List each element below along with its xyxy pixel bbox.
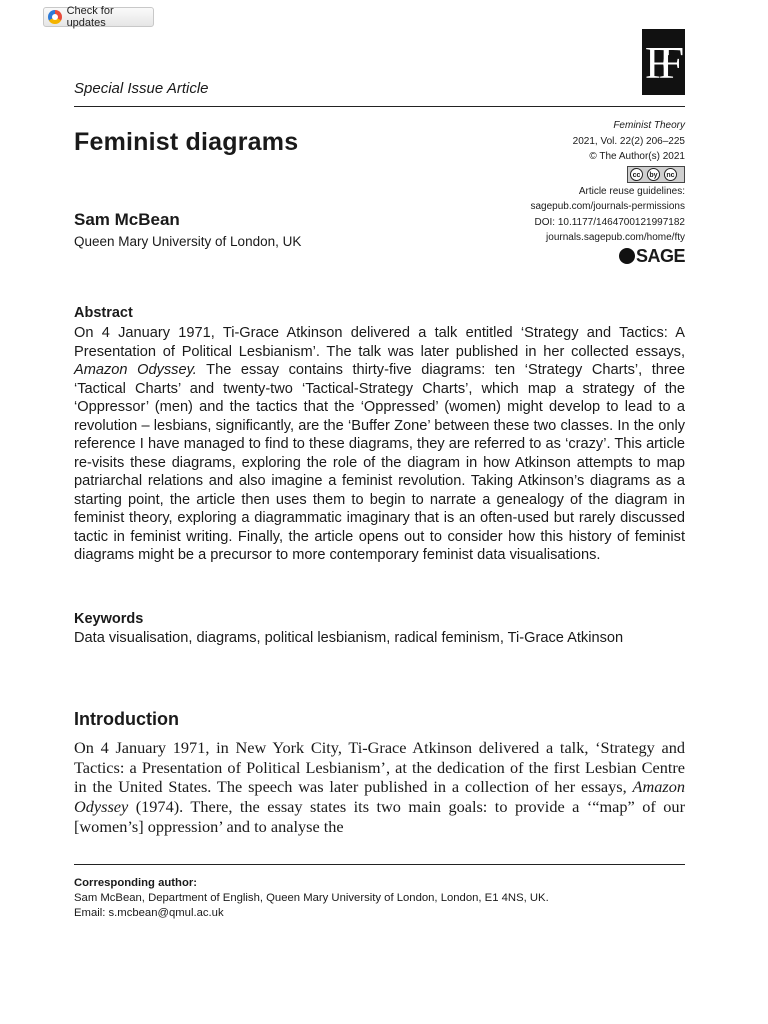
reuse-label: Article reuse guidelines: <box>578 185 685 197</box>
abstract-text: On 4 January 1971, Ti-Grace Atkinson delivered a talk entitled ‘Strategy and Tactics: A Presentation of Political Lesbianism’. The talk was later published in her collected essays, Amazon Odyssey. The essay contains thirty-five diagrams: ten ‘Strategy Charts’, three ‘Tactical Charts’ and twenty-two ‘Tactical-Strategy Charts’, which map a strategy of the ‘Oppressor’ (men) and the tactics that the ‘Oppressed’ (women) might develop to lead to a revolution – lesbians, significantly, are the ‘Buffer Zone’ between these two classes. In the only reference I have managed to find to these diagrams, they are referred to as ‘crazy’. This article re-visits these diagrams, exploring the role of the diagram in how Atkinson attempts to map patriarchal relations and also imagine a feminist revolution. Taking Atkinson’s diagrams as a starting point, the article then uses them to begin to narrate a genealogy of the diagram in feminist theory, exploring a diagrammatic imaginary that is an often-used but rarely discussed tactic in feminist writing. Finally, the article opens out to consider how this history of feminist diagrams might be a precursor to more contemporary feminist data visualisations. <box>74 325 686 563</box>
article-type: Special Issue Article <box>74 80 209 97</box>
abstract-heading: Abstract <box>74 305 133 321</box>
by-icon: by <box>647 168 660 181</box>
journal-name: Feminist Theory <box>613 120 685 131</box>
footnote-email: Email: s.mcbean@qmul.ac.uk <box>74 907 224 919</box>
nc-icon: nc <box>664 168 677 181</box>
introduction-text: On 4 January 1971, in New York City, Ti-Grace Atkinson delivered a talk, ‘Strategy and Tactics: a Presentation of Political Lesbianism’, at the dedication of the first Lesbian Centre in the United States. The speech was later published in a collection of her essays, Amazon Odyssey (1974). There, the essay states its two main goals: to provide a ‘“map” of our [women’s] oppression’ and to analyse the <box>74 738 685 836</box>
sage-logo: SAGE <box>619 248 685 265</box>
author-name: Sam McBean <box>74 210 180 229</box>
volume-info: 2021, Vol. 22(2) 206–225 <box>572 135 685 147</box>
introduction-heading: Introduction <box>74 709 179 729</box>
author-affiliation: Queen Mary University of London, UK <box>74 234 302 249</box>
journal-metadata <box>445 118 685 267</box>
sage-mark-icon <box>619 248 635 264</box>
copyright: © The Author(s) 2021 <box>589 151 685 162</box>
journal-link[interactable]: journals.sagepub.com/home/fty <box>546 232 685 243</box>
keywords-heading: Keywords <box>74 611 144 627</box>
article-title: Feminist diagrams <box>74 128 299 156</box>
creative-commons-badge <box>627 166 685 183</box>
check-for-updates-label: Check for updates <box>66 5 114 29</box>
footnote <box>74 876 685 921</box>
doi[interactable]: DOI: 10.1177/1464700121997182 <box>534 216 685 228</box>
keywords-list: Data visualisation, diagrams, political lesbianism, radical feminism, Ti-Grace Atkinson <box>74 630 624 646</box>
cc-icon: cc <box>630 168 643 181</box>
reuse-link[interactable]: sagepub.com/journals-permissions <box>530 201 685 212</box>
footnote-divider <box>74 864 685 865</box>
footnote-address: Sam McBean, Department of English, Queen Mary University of London, London, E1 4NS, UK. <box>74 892 549 904</box>
journal-logo: F F <box>642 29 685 95</box>
update-icon <box>48 10 62 24</box>
footnote-heading: Corresponding author: <box>74 877 198 889</box>
header-divider <box>74 106 685 107</box>
check-for-updates-button[interactable] <box>43 7 154 27</box>
